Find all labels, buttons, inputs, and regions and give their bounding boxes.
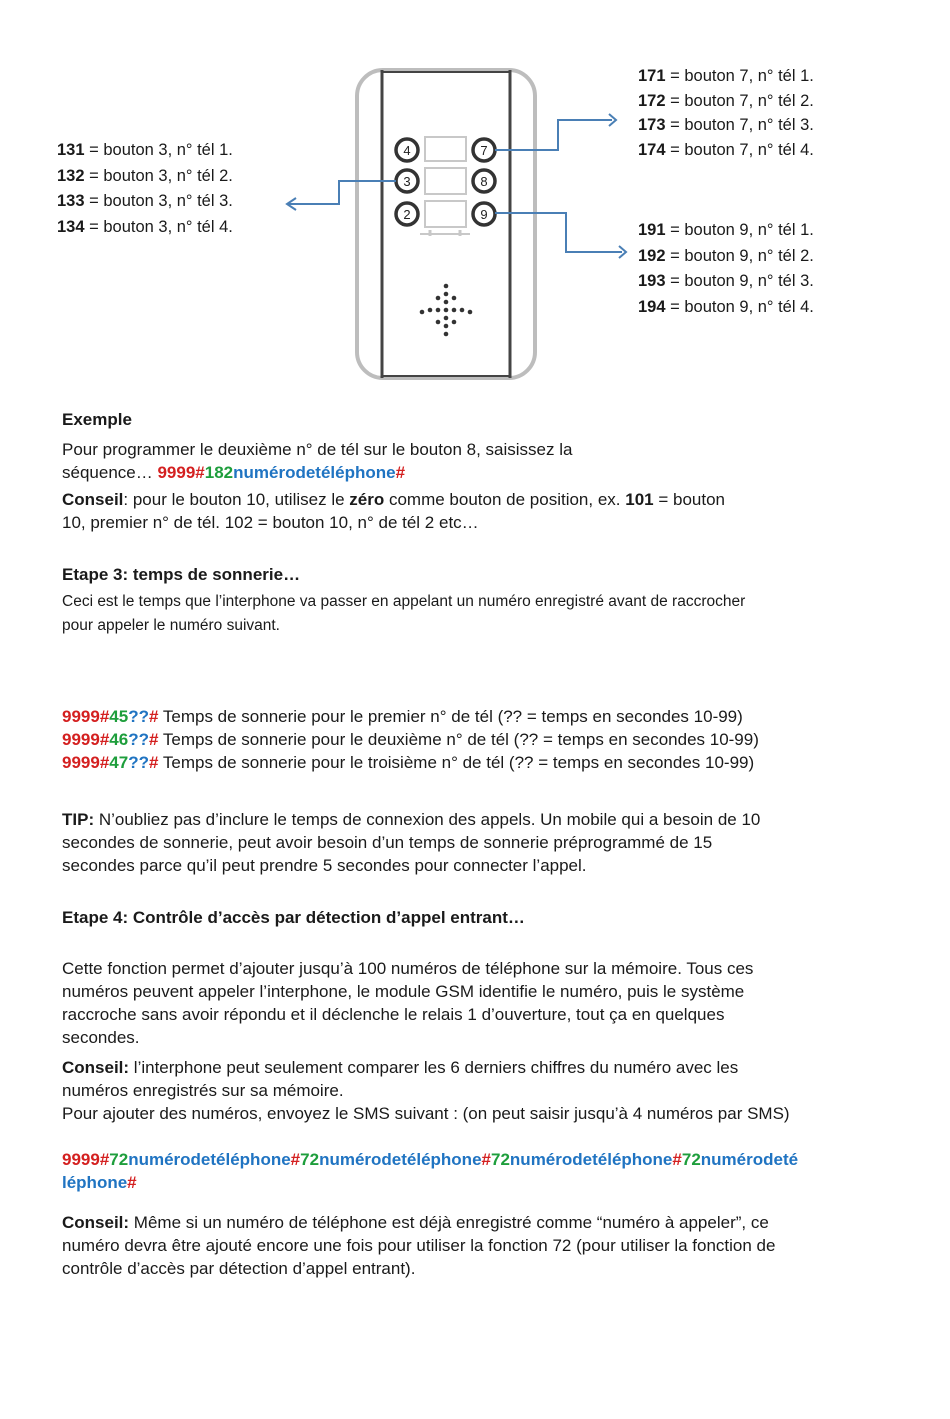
step4-sms-sequence: 9999#72numérodetéléphone#72numérodetéléphone#72numérodetéléphone#72numérodeté léphone#	[62, 1150, 799, 1192]
step4-tip: Conseil: l’interphone peut seulement comparer les 6 derniers chiffres du numéro avec les numéros enregistrés sur sa mémoire. Pour ajouter des numéros, envoyez le SMS suivant : (on peut saisir jusqu’à 4 numéros par SMS)	[62, 1058, 790, 1123]
label-slot	[425, 168, 466, 194]
button-7	[473, 139, 495, 161]
svg-text:7: 7	[480, 143, 488, 158]
step4-heading: Etape 4: Contrôle d’accès par détection d’appel entrant…	[62, 908, 525, 927]
ring-code-row: 9999#45??# Temps de sonnerie pour le premier n° de tél (?? = temps en secondes 10-99)	[62, 707, 743, 726]
example-paragraph: Pour programmer le deuxième n° de tél sur le bouton 8, saisissez la séquence… 9999#182numérodetéléphone#	[62, 440, 573, 482]
step3-tip: TIP: N’oubliez pas d’inclure le temps de connexion des appels. Un mobile qui a besoin de 10 secondes de sonnerie, peut avoir besoin d’un temps de sonnerie préprogrammé de 15 secondes parce qu’il peut prendre 5 secondes pour connecter l’appel.	[62, 810, 761, 875]
button-4	[396, 139, 418, 161]
top-right-code-list: 171 = bouton 7, n° tél 1. 172 = bouton 7, n° tél 2. 173 = bouton 7, n° tél 3. 174 = bouton 7, n° tél 4.	[638, 67, 814, 159]
step3-heading: Etape 3: temps de sonnerie…	[62, 565, 301, 584]
button-2	[396, 203, 418, 225]
speaker-grille-icon	[420, 284, 473, 337]
bottom-right-code-list: 191 = bouton 9, n° tél 1. 192 = bouton 9, n° tél 2. 193 = bouton 9, n° tél 3. 194 = bouton 9, n° tél 4.	[638, 221, 814, 316]
label-slot	[425, 201, 466, 227]
svg-text:9: 9	[480, 207, 488, 222]
ring-code-row: 9999#47??# Temps de sonnerie pour le troisième n° de tél (?? = temps en secondes 10-99)	[62, 753, 755, 772]
svg-text:2: 2	[403, 207, 411, 222]
ring-code-row: 9999#46??# Temps de sonnerie pour le deuxième n° de tél (?? = temps en secondes 10-99)	[62, 730, 759, 749]
example-heading: Exemple	[62, 410, 132, 429]
button-3	[396, 170, 418, 192]
svg-text:3: 3	[403, 174, 411, 189]
button-9	[473, 203, 495, 225]
step3-codes	[62, 705, 902, 774]
button-8	[473, 170, 495, 192]
label-slot	[425, 137, 466, 161]
svg-text:8: 8	[480, 174, 488, 189]
step3-description: Ceci est le temps que l’interphone va passer en appelant un numéro enregistré avant de raccrocher pour appeler le numéro suivant.	[62, 593, 746, 634]
left-code-list: 131 = bouton 3, n° tél 1. 132 = bouton 3, n° tél 2. 133 = bouton 3, n° tél 3. 134 = bouton 3, n° tél 4.	[57, 141, 233, 236]
example-tip: Conseil: pour le bouton 10, utilisez le zéro comme bouton de position, ex. 101 = bouton 10, premier n° de tél. 102 = bouton 10, n° de tél 2 etc…	[62, 490, 725, 532]
svg-text:4: 4	[403, 143, 411, 158]
step4-final-tip: Conseil: Même si un numéro de téléphone est déjà enregistré comme “numéro à appeler”, ce numéro devra être ajouté encore une fois pour utiliser la fonction 72 (pour utiliser la fonction de contrôle d’accès par détection d’appel entrant).	[62, 1213, 776, 1278]
step4-paragraph: Cette fonction permet d’ajouter jusqu’à 100 numéros de téléphone sur la mémoire. Tous ces numéros peuvent appeler l’interphone, le module GSM identifie le numéro, puis le système raccroche sans avoir répondu et il déclenche le relais 1 d’ouverture, tout ça en quelques secondes.	[62, 959, 754, 1047]
